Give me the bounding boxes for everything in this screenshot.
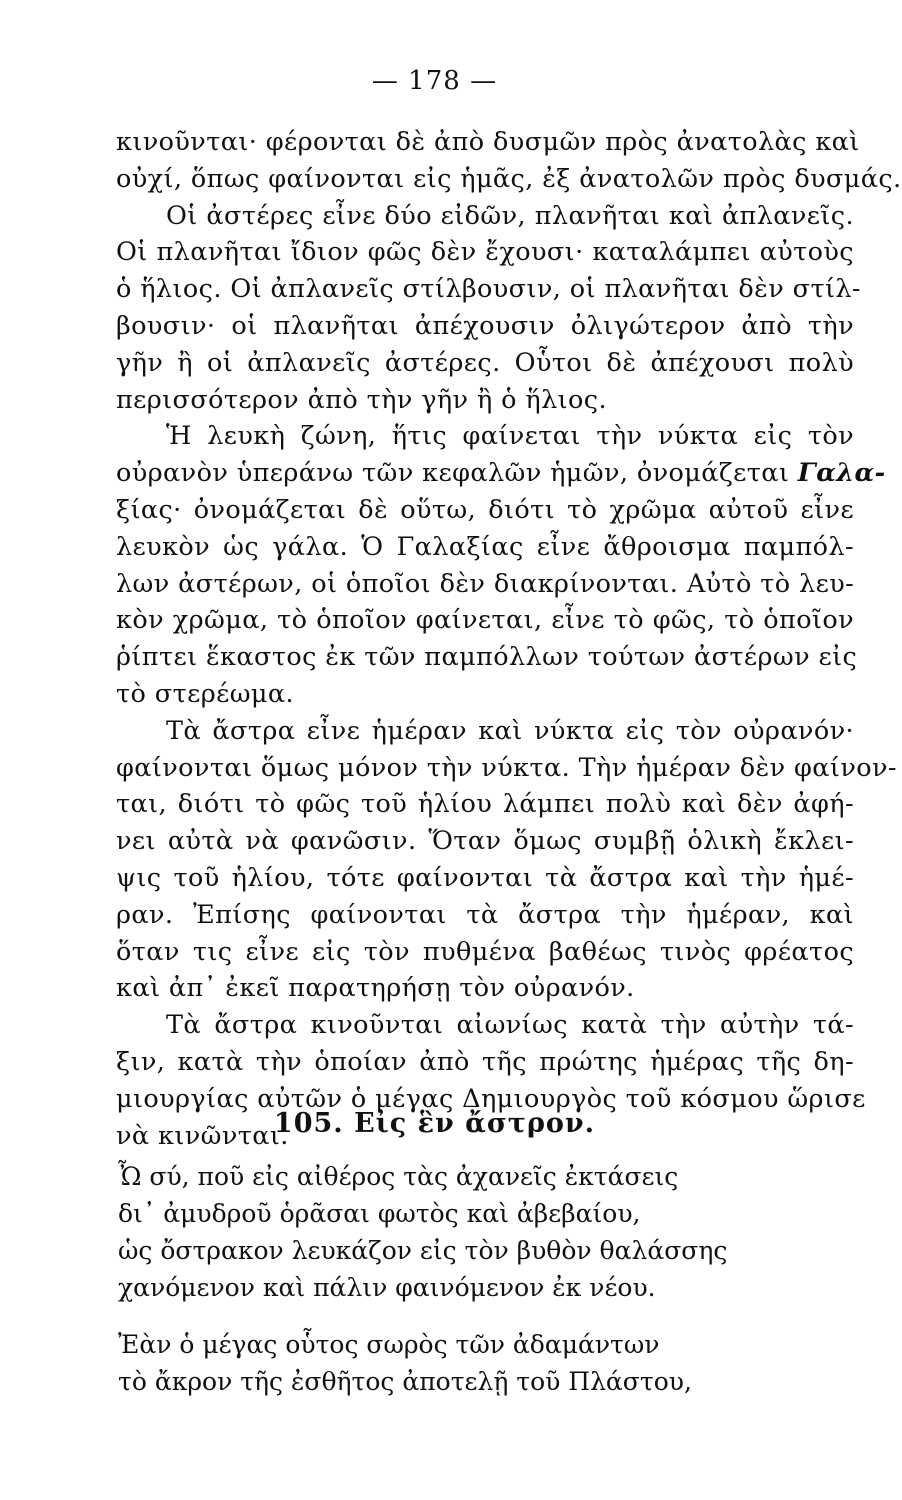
text-line: ται, διότι τὸ φῶς τοῦ ἡλίου λάμπει πολὺ καὶ δὲν ἀφή- xyxy=(116,789,854,820)
poem-line: ὡς ὄστρακον λευκάζον εἰς τὸν βυθὸν θαλάσσης xyxy=(118,1236,728,1265)
text-line: ψις τοῦ ἡλίου, τότε φαίνονται τὰ ἄστρα καὶ τὴν ἡμέ- xyxy=(116,862,854,893)
poem-stanza-2 xyxy=(118,1326,818,1400)
poem-line: Ἐὰν ὁ μέγας οὗτος σωρὸς τῶν ἀδαμάντων xyxy=(118,1330,660,1359)
text-line: περισσότερον ἀπὸ τὴν γῆν ἢ ὁ ἥλιος. xyxy=(116,384,607,415)
text-line: οὐχί, ὅπως φαίνονται εἰς ἡμᾶς, ἐξ ἀνατολῶν πρὸς δυσμάς. xyxy=(116,163,902,194)
galaxias-term: Γαλα- xyxy=(797,458,886,489)
poem-line: Ὦ σύ, ποῦ εἰς αἰθέρος τὰς ἀχανεῖς ἐκτάσεις xyxy=(118,1162,679,1191)
text-line: ῥίπτει ἕκαστος ἐκ τῶν παμπόλλων τούτων ἀστέρων εἰς xyxy=(116,642,858,673)
text-line: νὰ κινῶνται. xyxy=(116,1120,289,1151)
text-line: Τὰ ἄστρα εἶνε ἡμέραν καὶ νύκτα εἰς τὸν οὐρανόν· xyxy=(166,715,854,746)
text-line: κινοῦνται· φέρονται δὲ ἀπὸ δυσμῶν πρὸς ἀνατολὰς καὶ xyxy=(116,127,860,157)
page-number: — 178 — xyxy=(371,66,498,96)
text-line: ξίας· ὀνομάζεται δὲ οὕτω, διότι τὸ χρῶμα αὐτοῦ εἶνε xyxy=(116,494,854,525)
text-line: Οἱ ἀστέρες εἶνε δύο εἰδῶν, πλανῆται καὶ ἀπλανεῖς. xyxy=(166,200,854,231)
text-line: Ἡ λευκὴ ζώνη, ἥτις φαίνεται τὴν νύκτα εἰς τὸν xyxy=(166,421,854,452)
text-line: φαίνονται ὅμως μόνον τὴν νύκτα. Τὴν ἡμέραν δὲν φαίνον- xyxy=(116,752,897,783)
text-segment: οὐρανὸν ὑπεράνω τῶν κεφαλῶν ἡμῶν, ὀνομάζεται xyxy=(116,458,790,489)
text-line: λευκὸν ὡς γάλα. Ὁ Γαλαξίας εἶνε ἄθροισμα παμπόλ- xyxy=(116,531,854,562)
poem-line: χανόμενον καὶ πάλιν φαινόμενον ἐκ νέου. xyxy=(118,1273,656,1302)
poem-line: τὸ ἄκρον τῆς ἐσθῆτος ἀποτελῇ τοῦ Πλάστου, xyxy=(118,1367,692,1396)
text-line: ξιν, κατὰ τὴν ὁποίαν ἀπὸ τῆς πρώτης ἡμέρας τῆς δη- xyxy=(116,1046,854,1077)
text-line: μιουργίας αὐτῶν ὁ μέγας Δημιουργὸς τοῦ κόσμου ὥρισε xyxy=(116,1083,866,1114)
text-line: ὁ ἥλιος. Οἱ ἀπλανεῖς στίλβουσιν, οἱ πλανῆται δὲν στίλ- xyxy=(116,274,861,305)
poem-stanza-1 xyxy=(118,1158,818,1306)
text-line-with-term xyxy=(116,455,886,492)
text-line: Οἱ πλανῆται ἴδιον φῶς δὲν ἔχουσι· καταλάμπει αὐτοὺς xyxy=(116,237,854,268)
text-line: λων ἀστέρων, οἱ ὁποῖοι δὲν διακρίνονται. Αὐτὸ τὸ λευ- xyxy=(116,568,855,599)
text-line: καὶ ἀπ᾽ ἐκεῖ παρατηρήσῃ τὸν οὐρανόν. xyxy=(116,973,635,1004)
text-line: βουσιν· οἱ πλανῆται ἀπέχουσιν ὀλιγώτερον ἀπὸ τὴν xyxy=(116,310,854,341)
text-line: γῆν ἢ οἱ ἀπλανεῖς ἀστέρες. Οὗτοι δὲ ἀπέχουσι πολὺ xyxy=(116,347,854,378)
text-line: Τὰ ἄστρα κινοῦνται αἰωνίως κατὰ τὴν αὐτὴν τά- xyxy=(166,1010,854,1041)
text-line: νει αὐτὰ νὰ φανῶσιν. Ὅταν ὅμως συμβῇ ὁλικὴ ἔκλει- xyxy=(116,826,854,857)
poem-line: δι᾽ ἀμυδροῦ ὁρᾶσαι φωτὸς καὶ ἀβεβαίου, xyxy=(118,1199,641,1228)
text-line: κὸν χρῶμα, τὸ ὁποῖον φαίνεται, εἶνε τὸ φῶς, τὸ ὁποῖον xyxy=(116,605,854,636)
text-line: ὅταν τις εἶνε εἰς τὸν πυθμένα βαθέως τινὸς φρέατος xyxy=(116,936,854,967)
section-heading: 105. Εἰς ἓν ἄστρον. xyxy=(273,1108,596,1139)
prose-body xyxy=(116,124,902,1154)
text-line: τὸ στερέωμα. xyxy=(116,678,294,709)
text-line: ραν. Ἐπίσης φαίνονται τὰ ἄστρα τὴν ἡμέραν, καὶ xyxy=(116,899,854,930)
